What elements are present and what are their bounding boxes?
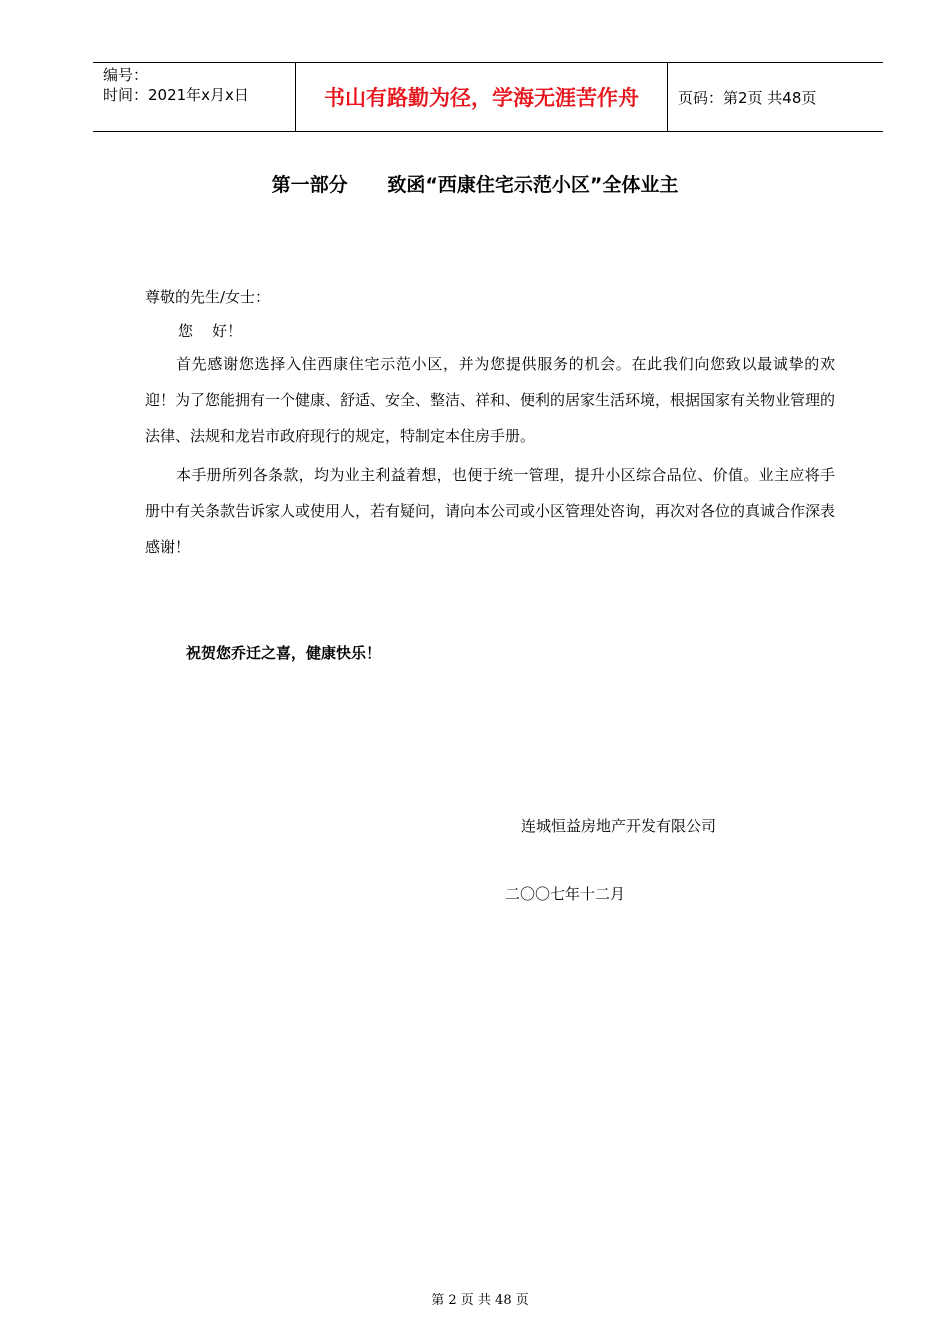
- salutation: 尊敬的先生/女士：: [145, 288, 271, 306]
- motto-text: 书山有路勤为径，学海无涯苦作舟: [324, 86, 639, 110]
- header-meta: [93, 63, 295, 131]
- greeting: 您 好！: [178, 322, 243, 340]
- document-title: 第一部分 致函“西康住宅示范小区”全体业主: [271, 174, 679, 196]
- serial-label: 编号：: [103, 66, 149, 84]
- page-label: 页码：第2页 共48页: [678, 88, 817, 107]
- paragraph-2: 本手册所列各条款，均为业主利益着想，也便于统一管理，提升小区综合品位、价值。业主应将手册中有关条款告诉家人或使用人，若有疑问，请向本公司或小区管理处咨询，再次对各位的真诚合作深表感谢！: [145, 466, 836, 556]
- header-page-info: [668, 63, 883, 131]
- blessing: 祝贺您乔迁之喜，健康快乐！: [186, 644, 382, 662]
- header-motto: [295, 63, 668, 131]
- time-label: 时间：2021年x月x日: [103, 86, 249, 104]
- paragraph-1: 首先感谢您选择入住西康住宅示范小区，并为您提供服务的机会。在此我们向您致以最诚挚的欢迎！为了您能拥有一个健康、舒适、安全、整洁、祥和、便利的居家生活环境，根据国家有关物业管理的法律、法规和龙岩市政府现行的规定，特制定本住房手册。: [145, 355, 836, 445]
- letter-date: 二〇〇七年十二月: [505, 885, 626, 903]
- company-signature: 连城恒益房地产开发有限公司: [521, 817, 717, 835]
- page-header: [93, 62, 883, 132]
- page-footer: 第 2 页 共 48 页: [431, 1293, 529, 1308]
